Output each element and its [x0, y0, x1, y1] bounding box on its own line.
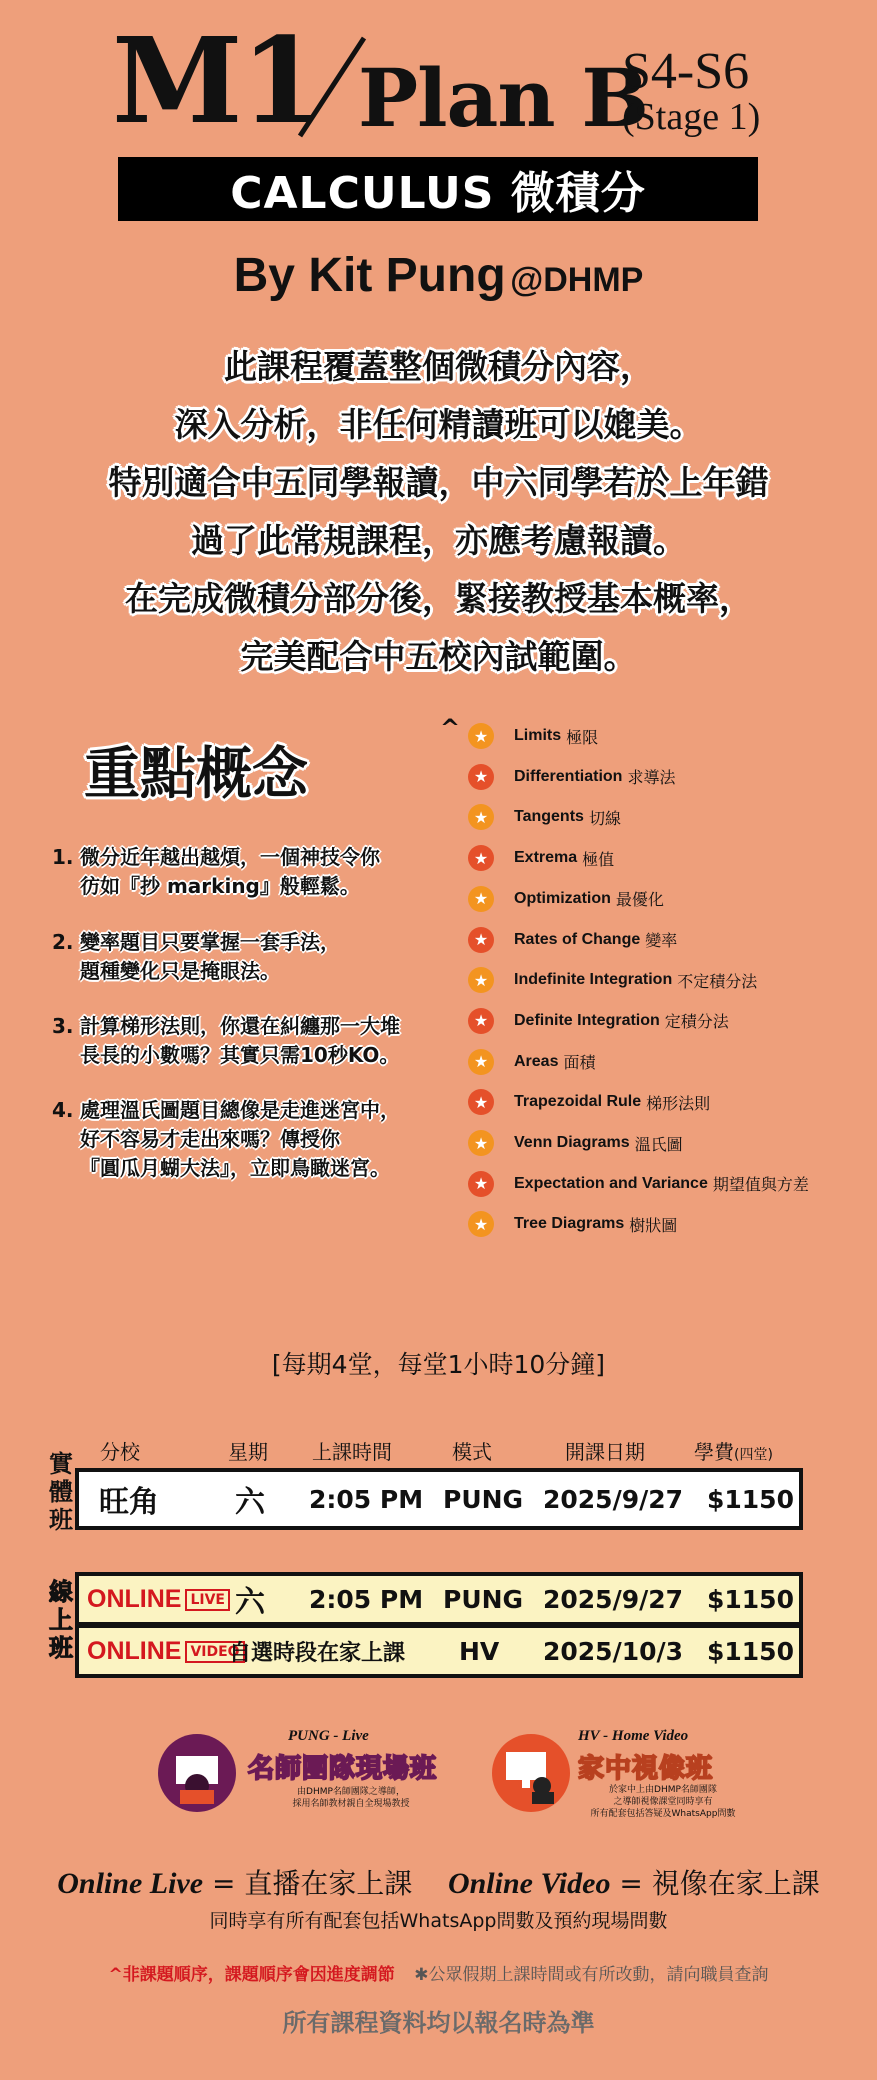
online-live-row — [75, 1572, 803, 1626]
note-line: 之導師視像課堂同時享有 — [613, 1797, 713, 1807]
label-char: 體 — [49, 1478, 73, 1506]
topic-item — [468, 1006, 729, 1036]
star-icon: ★ — [468, 1008, 494, 1034]
star-icon: ★ — [468, 1171, 494, 1197]
mode-legend — [0, 1862, 877, 1902]
star-icon: ★ — [468, 967, 494, 993]
start-date: 2025/10/3 — [543, 1636, 684, 1666]
time: 2:05 PM — [309, 1484, 424, 1514]
promo-home-video — [490, 1728, 760, 1818]
subject-title: CALCULUS 微積分 — [230, 168, 646, 219]
teacher-photo-icon — [158, 1734, 236, 1812]
time: 2:05 PM — [309, 1584, 424, 1614]
promo-name: 家中視像班 — [578, 1754, 714, 1784]
col-header-fee — [694, 1436, 773, 1465]
topic-en: Expectation and Variance — [514, 1174, 708, 1192]
note-line: 於家中上由DHMP名師團隊 — [609, 1785, 717, 1795]
online-video-row — [75, 1624, 803, 1678]
topic-order-note: ^非課題順序，課題順序會因進度調節 — [108, 1965, 395, 1985]
lesson-format-note: [每期4堂，每堂1小時10分鐘] — [271, 1350, 606, 1379]
holiday-note: ✱公眾假期上課時間或有所改動，請向職員查詢 — [414, 1965, 769, 1985]
promo-pung-live — [156, 1728, 446, 1818]
course-intro — [0, 338, 877, 686]
topic-item — [468, 1169, 809, 1199]
topic-zh: 極值 — [582, 849, 615, 869]
topic-zh: 梯形法則 — [646, 1093, 711, 1113]
mode: PUNG — [443, 1584, 524, 1614]
start-date: 2025/9/27 — [543, 1584, 684, 1614]
point-number: 3. — [52, 1014, 74, 1038]
topic-zh: 不定積分法 — [677, 971, 758, 991]
byline — [0, 248, 877, 303]
label-char: 線 — [49, 1578, 73, 1606]
topic-en: Definite Integration — [514, 1011, 660, 1029]
promo-name: 名師團隊現場班 — [248, 1754, 438, 1784]
star-icon: ★ — [468, 1130, 494, 1156]
footnotes — [0, 1960, 877, 1985]
topic-en: Venn Diagrams — [514, 1134, 630, 1151]
concept-point — [52, 928, 452, 986]
label-char: 實 — [49, 1450, 73, 1478]
point-line: 長長的小數嗎？其實只需10秒KO。 — [80, 1043, 400, 1067]
promo-note — [256, 1786, 446, 1810]
topic-en: Indefinite Integration — [514, 971, 673, 989]
online-text: ONLINE — [87, 1637, 182, 1665]
promo-note — [568, 1784, 758, 1820]
topic-en: Differentiation — [514, 767, 623, 785]
topic-zh: 切線 — [588, 808, 621, 828]
point-number: 2. — [52, 930, 74, 954]
point-number: 1. — [52, 845, 74, 869]
topic-item — [468, 1128, 683, 1158]
topic-zh: 求導法 — [627, 768, 676, 788]
topic-en: Limits — [514, 727, 562, 744]
topic-order-caret: ^ — [440, 714, 461, 742]
topic-item — [468, 802, 621, 832]
star-icon: ★ — [468, 1049, 494, 1075]
promo-title: PUNG - Live — [288, 1728, 369, 1744]
topic-zh: 定積分法 — [664, 1012, 729, 1032]
concept-point — [52, 1096, 452, 1183]
subject-banner — [118, 157, 758, 221]
col-header-branch: 分校 — [100, 1440, 140, 1464]
topic-en: Tangents — [514, 808, 584, 826]
label-char: 班 — [49, 1634, 73, 1662]
online-live-label — [87, 1584, 230, 1614]
label-char: 上 — [49, 1606, 73, 1634]
topic-zh: 最優化 — [615, 890, 664, 910]
star-icon: ★ — [468, 764, 494, 790]
point-line: 微分近年越出越煩，一個神技令你 — [80, 845, 380, 869]
topic-en: Rates of Change — [514, 930, 641, 948]
online-video-label — [87, 1636, 245, 1666]
start-date: 2025/9/27 — [543, 1484, 684, 1514]
topic-zh: 溫氏圖 — [634, 1134, 683, 1154]
topic-zh: 面積 — [563, 1053, 596, 1073]
fee: $1150 — [707, 1484, 794, 1514]
point-line: 變率題目只要掌握一套手法， — [80, 930, 340, 954]
topic-en: Extrema — [514, 849, 578, 867]
intro-line: 在完成微積分部分後，緊接教授基本概率， — [125, 579, 752, 618]
online-video-term: Online Video — [447, 1867, 611, 1900]
col-header-mode: 模式 — [452, 1440, 492, 1464]
branch: 旺角 — [99, 1485, 159, 1520]
intro-line: 特別適合中五同學報讀，中六同學若於上年錯 — [108, 463, 769, 502]
online-video-meaning: = 視像在家上課 — [619, 1867, 820, 1900]
topic-zh: 樹狀圖 — [629, 1215, 678, 1235]
topic-en: Tree Diagrams — [514, 1215, 625, 1233]
mode: PUNG — [443, 1484, 524, 1514]
star-icon: ★ — [468, 927, 494, 953]
note-line: 所有配套包括答疑及WhatsApp問數 — [590, 1809, 736, 1819]
col-header-day: 星期 — [228, 1440, 268, 1464]
teacher-name: By Kit Pung — [233, 249, 506, 302]
topic-item — [468, 884, 664, 914]
star-icon: ★ — [468, 723, 494, 749]
intro-line: 過了此常規課程，亦應考慮報讀。 — [191, 521, 686, 560]
concept-point — [52, 1012, 452, 1070]
point-number: 4. — [52, 1098, 74, 1122]
live-tag: LIVE — [185, 1589, 230, 1611]
fee-sublabel: (四堂) — [734, 1447, 773, 1463]
online-class-label — [46, 1578, 76, 1662]
fee-label: 學費 — [694, 1440, 734, 1464]
note-line: 由DHMP名師團隊之導師， — [297, 1787, 405, 1797]
topic-item — [468, 925, 677, 955]
label-char: 班 — [49, 1506, 73, 1534]
topic-zh: 期望值與方差 — [712, 1175, 809, 1195]
online-live-term: Online Live — [57, 1867, 204, 1900]
topic-item — [468, 762, 675, 792]
star-icon: ★ — [468, 886, 494, 912]
topic-zh: 極限 — [566, 727, 599, 747]
note-line: 採用名師教材親自全現場教授 — [292, 1799, 410, 1809]
concept-point — [52, 843, 452, 901]
star-icon: ★ — [468, 1211, 494, 1237]
col-header-time: 上課時間 — [312, 1440, 392, 1464]
star-icon: ★ — [468, 1089, 494, 1115]
topic-item — [468, 1047, 596, 1077]
point-line: 題種變化只是掩眼法。 — [80, 959, 280, 983]
mode: HV — [459, 1636, 500, 1666]
video-tag: VIDEO — [185, 1641, 244, 1663]
topic-item — [468, 1087, 710, 1117]
day: 六 — [235, 1485, 265, 1520]
point-line: 彷如『抄 marking』般輕鬆。 — [80, 874, 360, 898]
fee: $1150 — [707, 1636, 794, 1666]
col-header-start: 開課日期 — [565, 1440, 645, 1464]
whatsapp-note: 同時享有所有配套包括WhatsApp問數及預約現場問數 — [209, 1910, 668, 1932]
physical-class-row — [75, 1468, 803, 1530]
grade-range: S4-S6 — [622, 43, 750, 100]
key-concepts-title: 重點概念 — [84, 742, 308, 807]
star-icon: ★ — [468, 804, 494, 830]
point-line: 『圓瓜月蝴大法』，立即鳥瞰迷宮。 — [80, 1156, 390, 1180]
topic-item — [468, 843, 614, 873]
home-video-icon — [492, 1734, 570, 1812]
stage-label: (Stage 1) — [622, 96, 761, 138]
physical-class-label — [46, 1450, 76, 1534]
point-line: 處理溫氏圖題目總像是走進迷宮中， — [80, 1098, 400, 1122]
plan-name: Plan B — [358, 51, 649, 145]
promo-title: HV - Home Video — [578, 1728, 689, 1744]
point-line: 好不容易才走出來嗎？傳授你 — [80, 1127, 340, 1151]
org-handle: @DHMP — [510, 261, 644, 299]
fee: $1150 — [707, 1584, 794, 1614]
point-line: 計算梯形法則，你還在糾纏那一大堆 — [80, 1014, 400, 1038]
topic-en: Trapezoidal Rule — [514, 1093, 642, 1111]
topic-item — [468, 1209, 677, 1239]
time-slot: 自選時段在家上課 — [229, 1640, 406, 1666]
disclaimer: 所有課程資料均以報名時為準 — [282, 2009, 595, 2037]
online-text: ONLINE — [87, 1585, 182, 1613]
intro-line: 完美配合中五校內試範圍。 — [240, 637, 637, 676]
intro-line: 此課程覆蓋整個微積分內容， — [224, 347, 653, 386]
intro-line: 深入分析，非任何精讀班可以媲美。 — [174, 405, 703, 444]
topic-en: Optimization — [514, 889, 611, 907]
star-icon: ★ — [468, 845, 494, 871]
day: 六 — [235, 1585, 265, 1620]
topic-zh: 變率 — [645, 931, 678, 950]
course-code: M1 — [112, 11, 321, 150]
online-live-meaning: = 直播在家上課 — [211, 1867, 413, 1900]
topic-item — [468, 721, 598, 751]
topic-en: Areas — [514, 1052, 559, 1070]
topic-item — [468, 965, 757, 995]
